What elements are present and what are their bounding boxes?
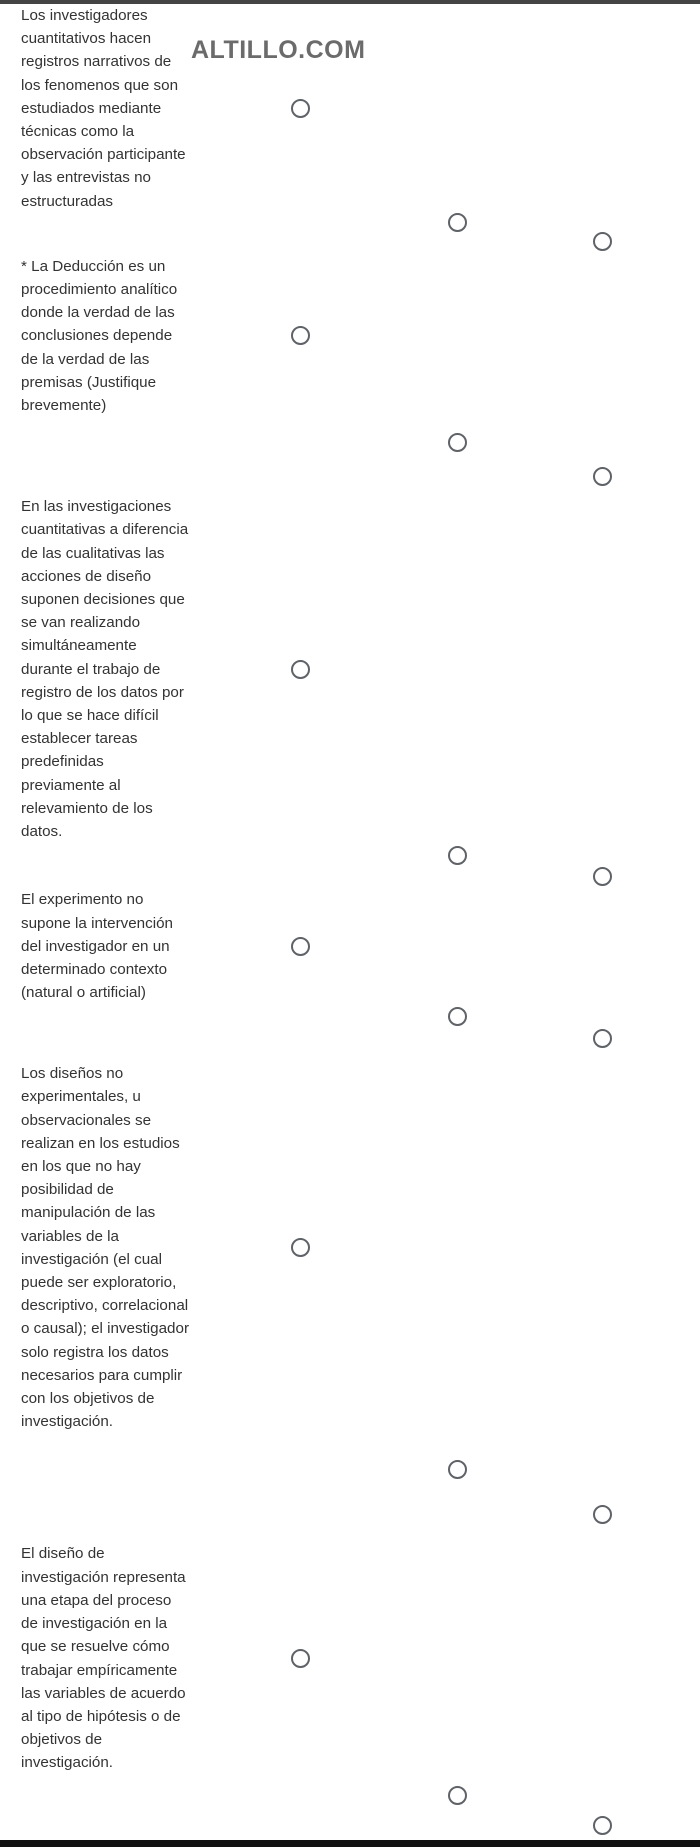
option-cell-2 xyxy=(339,1007,575,1026)
option-cell-3 xyxy=(505,1029,700,1048)
radio-button-3[interactable] xyxy=(593,1816,612,1835)
option-cell-1 xyxy=(191,1649,409,1668)
question-text: Los investigadores cuantitativos hacen registros narrativos de los fenomenos que son estudiados mediante técnicas como la observación participante y las entrevistas no estructuradas xyxy=(21,7,186,210)
bottom-divider xyxy=(0,1840,700,1847)
question-text: En las investigaciones cuantitativas a diferencia de las cualitativas las acciones de diseño suponen decisiones que se van realizando simultáneamente durante el trabajo de registro de los datos por lo que se hace difícil establecer tareas predefinidas previamente al relevamiento de los datos. xyxy=(21,498,189,840)
radio-button-2[interactable] xyxy=(448,1786,467,1805)
option-cell-3 xyxy=(505,232,700,251)
question-grid xyxy=(0,4,700,1840)
question-text: * La Deducción es un procedimiento analítico donde la verdad de las conclusiones depende de la verdad de las premisas (Justifique brevemente) xyxy=(21,257,178,414)
radio-button-1[interactable] xyxy=(291,937,310,956)
radio-button-2[interactable] xyxy=(448,1460,467,1479)
radio-button-2[interactable] xyxy=(448,433,467,452)
option-cell-3 xyxy=(505,467,700,486)
option-cell-1 xyxy=(191,937,409,956)
question-row-6 xyxy=(0,1537,700,1840)
option-cell-1 xyxy=(191,1238,409,1257)
radio-button-3[interactable] xyxy=(593,867,612,886)
question-row-1 xyxy=(0,4,700,247)
radio-button-3[interactable] xyxy=(593,467,612,486)
option-cell-2 xyxy=(339,213,575,232)
option-cell-2 xyxy=(339,433,575,452)
radio-button-3[interactable] xyxy=(593,1029,612,1048)
option-cell-3 xyxy=(505,1816,700,1835)
radio-button-1[interactable] xyxy=(291,660,310,679)
option-cell-2 xyxy=(339,1786,575,1805)
radio-button-2[interactable] xyxy=(448,1007,467,1026)
option-cell-1 xyxy=(191,99,409,118)
radio-button-1[interactable] xyxy=(291,1238,310,1257)
option-cell-1 xyxy=(191,660,409,679)
question-row-4 xyxy=(0,887,700,1049)
option-cell-2 xyxy=(339,846,575,865)
radio-button-1[interactable] xyxy=(291,326,310,345)
option-cell-1 xyxy=(191,326,409,345)
question-text: El experimento no supone la intervención del investigador en un determinado contexto (natural o artificial) xyxy=(21,891,173,1002)
option-cell-2 xyxy=(339,1460,575,1479)
radio-button-1[interactable] xyxy=(291,1649,310,1668)
radio-button-1[interactable] xyxy=(291,99,310,118)
question-text: Los diseños no experimentales, u observacionales se realizan en los estudios en los que no hay posibilidad de manipulación de las variables de la investigación (el cual puede ser exploratorio, descriptivo, correlacional o causal); el investigador solo registra los datos necesarios para cumplir con los objetivos de investigación. xyxy=(21,1065,189,1431)
radio-button-2[interactable] xyxy=(448,213,467,232)
question-text: El diseño de investigación representa una etapa del proceso de investigación en la que se resuelve cómo trabajar empíricamente las variables de acuerdo al tipo de hipótesis o de objetivos de investigación. xyxy=(21,1545,186,1772)
question-row-2 xyxy=(0,247,700,494)
watermark-text: ALTILLO.COM xyxy=(191,36,366,64)
option-cell-3 xyxy=(505,867,700,886)
question-row-5 xyxy=(0,1049,700,1537)
radio-button-3[interactable] xyxy=(593,232,612,251)
radio-button-2[interactable] xyxy=(448,846,467,865)
question-row-3 xyxy=(0,494,700,887)
radio-button-3[interactable] xyxy=(593,1505,612,1524)
option-cell-3 xyxy=(505,1505,700,1524)
